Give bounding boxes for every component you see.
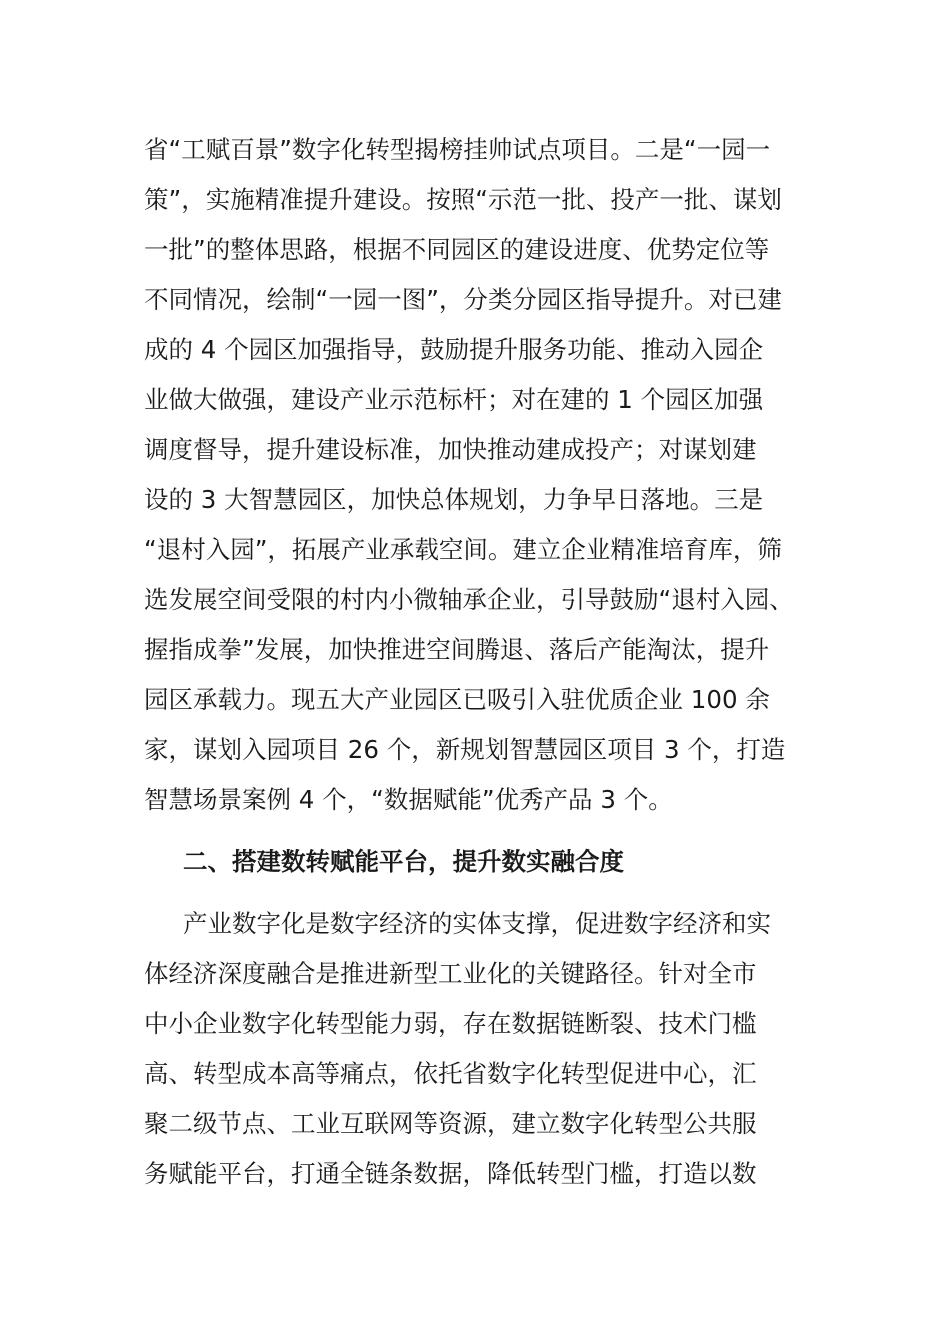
paragraph-line: 一批”的整体思路，根据不同园区的建设进度、优势定位等: [144, 235, 770, 264]
paragraph-line: 中小企业数字化转型能力弱，存在数据链断裂、技术门槛: [144, 1009, 757, 1038]
paragraph-line: 选发展空间受限的村内小微轴承企业，引导鼓励“退村入园、: [144, 585, 794, 614]
paragraph-line: 务赋能平台，打通全链条数据，降低转型门槛，打造以数: [144, 1159, 757, 1188]
paragraph-line: 不同情况，绘制“一园一图”，分类分园区指导提升。对已建: [144, 285, 782, 314]
paragraph-line: 策”，实施精准提升建设。按照“示范一批、投产一批、谋划: [144, 185, 782, 214]
paragraph-line: 家，谋划入园项目 26 个，新规划智慧园区项目 3 个，打造: [144, 735, 786, 764]
paragraph-line: 设的 3 大智慧园区，加快总体规划，力争早日落地。三是: [144, 485, 764, 514]
paragraph-line: 智慧场景案例 4 个，“数据赋能”优秀产品 3 个。: [144, 785, 673, 814]
paragraph-line: “退村入园”，拓展产业承载空间。建立企业精准培育库，筛: [144, 535, 782, 564]
paragraph-line: 高、转型成本高等痛点，依托省数字化转型促进中心，汇: [144, 1059, 757, 1088]
paragraph-line: 产业数字化是数字经济的实体支撑，促进数字经济和实: [183, 909, 771, 938]
paragraph-line: 聚二级节点、工业互联网等资源，建立数字化转型公共服: [144, 1109, 757, 1138]
paragraph-line: 调度督导，提升建设标准，加快推动建成投产；对谋划建: [144, 435, 757, 464]
paragraph-line: 成的 4 个园区加强指导，鼓励提升服务功能、推动入园企: [144, 335, 764, 364]
section-heading: 二、搭建数转赋能平台，提升数实融合度: [183, 847, 624, 876]
paragraph-line: 体经济深度融合是推进新型工业化的关键路径。针对全市: [144, 959, 757, 988]
paragraph-line: 握指成拳”发展，加快推进空间腾退、落后产能淘汰，提升: [144, 635, 770, 664]
paragraph-line: 业做大做强，建设产业示范标杆；对在建的 1 个园区加强: [144, 385, 764, 414]
paragraph-line: 园区承载力。现五大产业园区已吸引入驻优质企业 100 余: [144, 685, 770, 714]
paragraph-line: 省“工赋百景”数字化转型揭榜挂帅试点项目。二是“一园一: [144, 135, 771, 164]
